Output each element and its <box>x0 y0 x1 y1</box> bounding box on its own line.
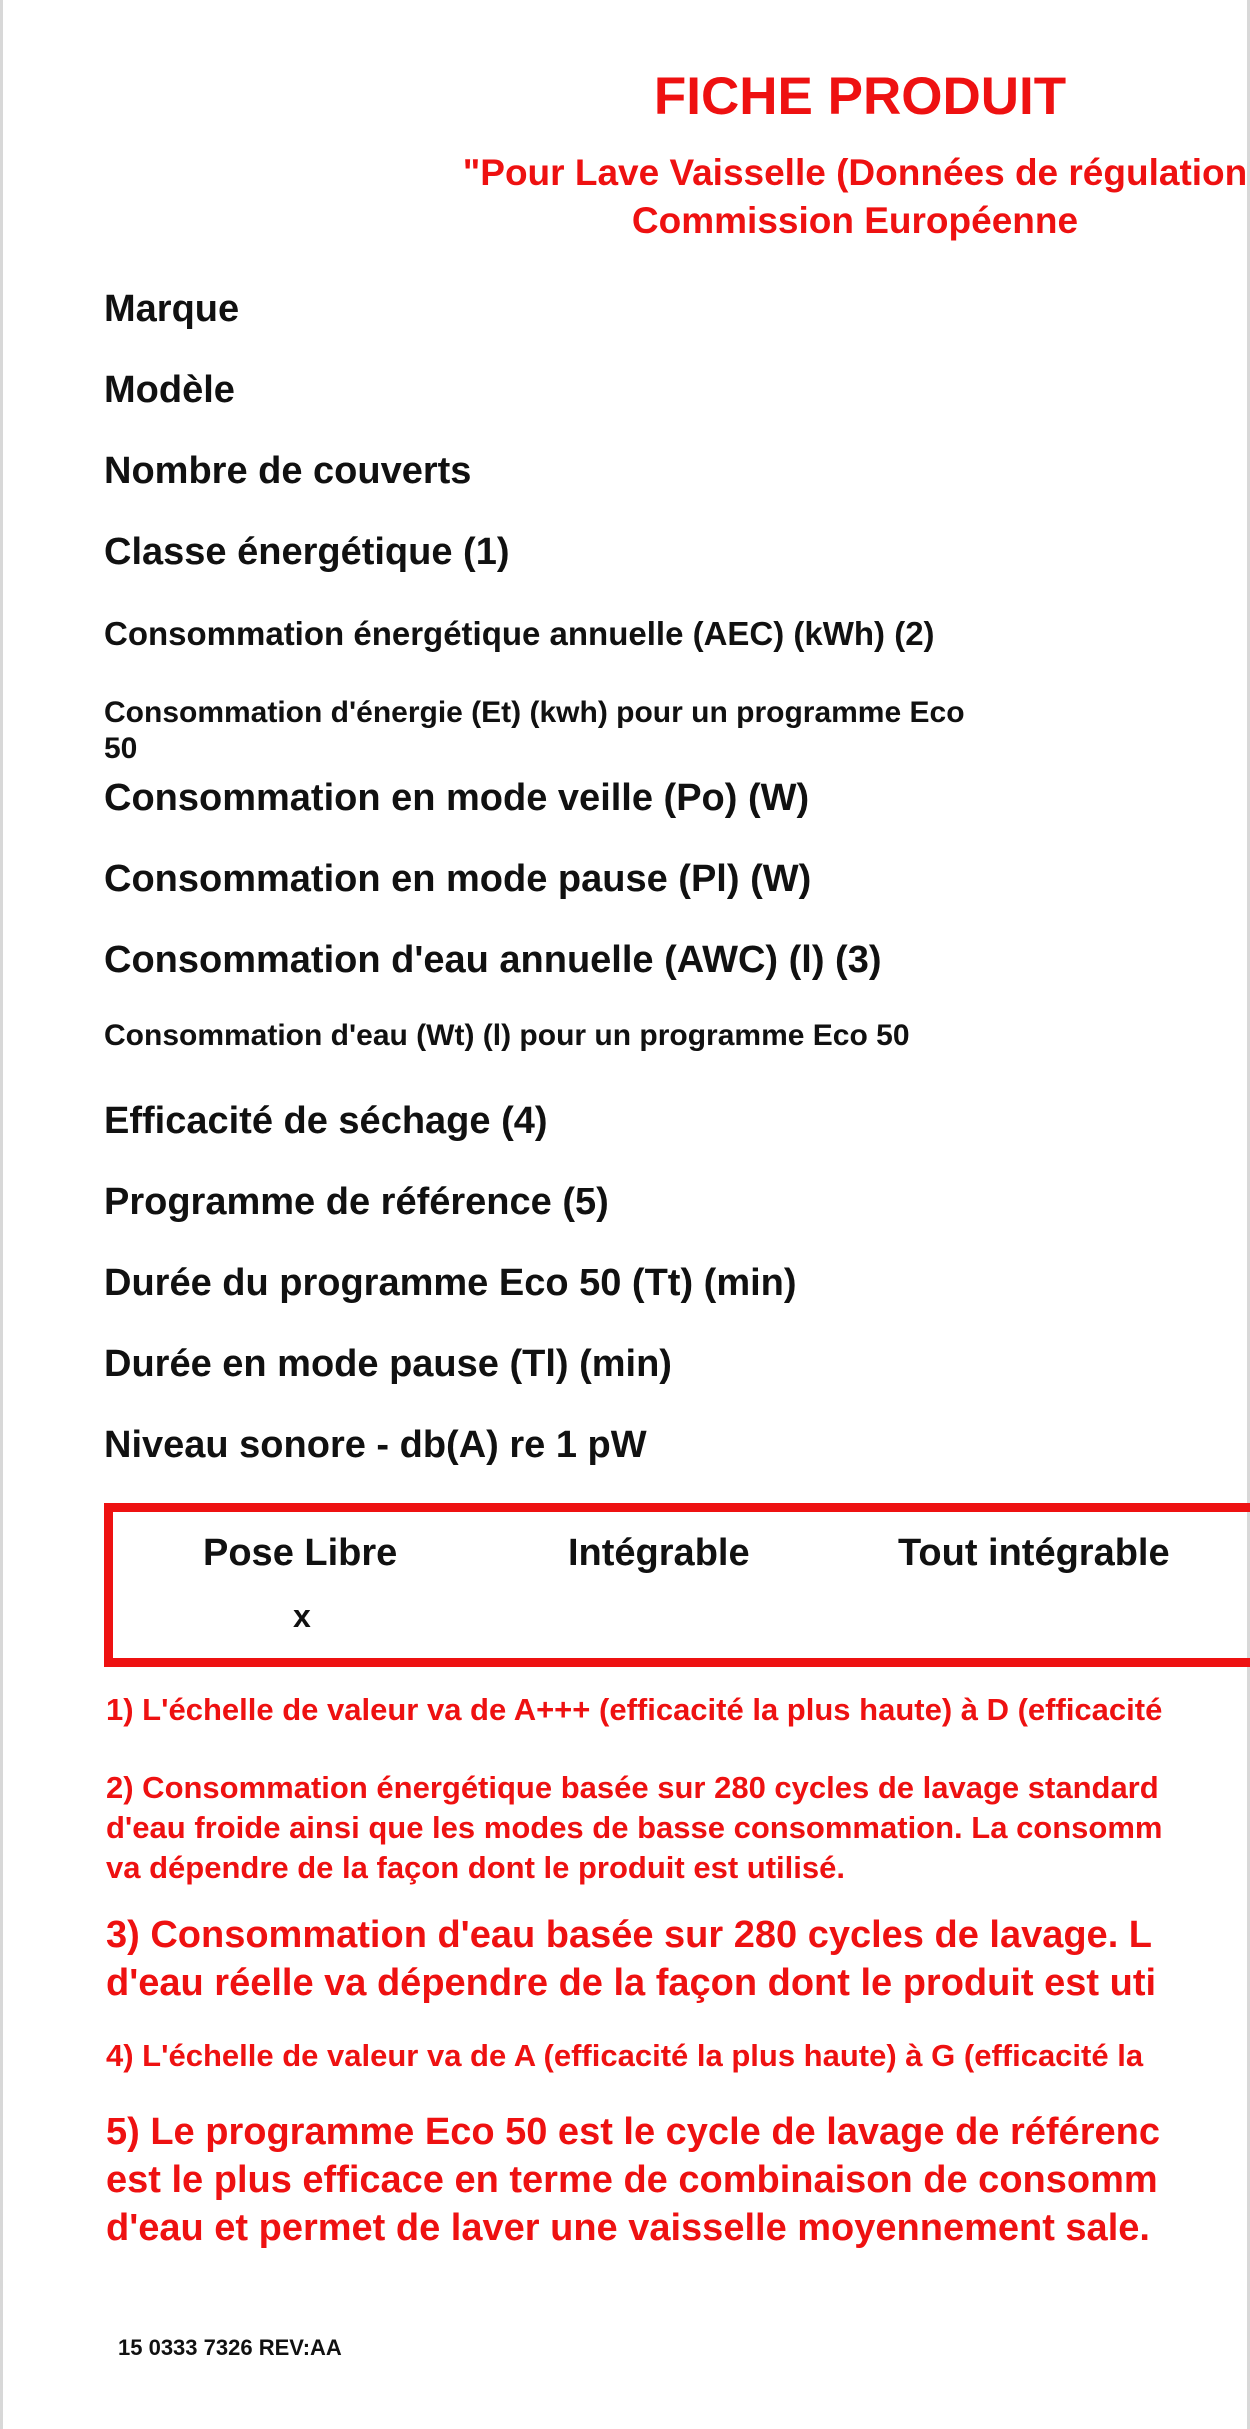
installation-option-integrable: Intégrable <box>568 1532 750 1574</box>
document-subtitle-line2: Commission Européenne <box>631 200 1079 241</box>
field-classe-energetique: Classe énergétique (1) <box>104 531 510 573</box>
field-consommation-energie-eco50-line1: Consommation d'énergie (Et) (kwh) pour un programme Eco <box>104 696 965 729</box>
field-mode-pause: Consommation en mode pause (Pl) (W) <box>104 858 812 900</box>
field-duree-pause: Durée en mode pause (Tl) (min) <box>104 1343 672 1385</box>
field-efficacite-sechage: Efficacité de séchage (4) <box>104 1100 548 1142</box>
note-5-line: d'eau et permet de laver une vaisselle moyennement sale. <box>106 2207 1150 2249</box>
field-eau-annuelle: Consommation d'eau annuelle (AWC) (l) (3) <box>104 939 882 981</box>
note-5-line: 5) Le programme Eco 50 est le cycle de lavage de référenc <box>106 2111 1160 2153</box>
note-1-line: 1) L'échelle de valeur va de A+++ (efficacité la plus haute) à D (efficacité <box>106 1692 1163 1727</box>
document-reference-code: 15 0333 7326 REV:AA <box>118 2335 342 2360</box>
note-2-line: va dépendre de la façon dont le produit est utilisé. <box>106 1850 845 1885</box>
field-duree-eco50: Durée du programme Eco 50 (Tt) (min) <box>104 1262 797 1304</box>
installation-option-tout-integrable: Tout intégrable <box>898 1532 1170 1574</box>
note-5 <box>106 2108 1160 2252</box>
document-title: FICHE PRODUIT <box>653 67 1067 126</box>
field-niveau-sonore: Niveau sonore - db(A) re 1 pW <box>104 1424 647 1466</box>
note-2 <box>106 1768 1162 1888</box>
installation-selected-mark: x <box>293 1598 311 1634</box>
note-2-line: d'eau froide ainsi que les modes de basse consommation. La consomm <box>106 1810 1163 1845</box>
installation-type-box <box>104 1503 1250 1667</box>
note-3 <box>106 1911 1156 2007</box>
field-nombre-couverts: Nombre de couverts <box>104 450 472 492</box>
field-consommation-energie-eco50-line2: 50 <box>104 732 138 765</box>
field-programme-reference: Programme de référence (5) <box>104 1181 609 1223</box>
page-left-edge <box>0 0 3 2429</box>
field-modele: Modèle <box>104 369 235 411</box>
note-3-line: d'eau réelle va dépendre de la façon dont le produit est uti <box>106 1962 1157 2004</box>
installation-option-pose-libre: Pose Libre <box>203 1532 398 1574</box>
document-subtitle-line1: "Pour Lave Vaisselle (Données de régulation <box>462 152 1248 193</box>
note-4-line: 4) L'échelle de valeur va de A (efficacité la plus haute) à G (efficacité la <box>106 2038 1144 2073</box>
field-consommation-annuelle: Consommation énergétique annuelle (AEC) (kWh) (2) <box>104 615 935 652</box>
note-3-line: 3) Consommation d'eau basée sur 280 cycles de lavage. L <box>106 1914 1153 1956</box>
field-mode-veille: Consommation en mode veille (Po) (W) <box>104 777 810 819</box>
field-eau-eco50: Consommation d'eau (Wt) (l) pour un programme Eco 50 <box>104 1019 910 1052</box>
note-5-line: est le plus efficace en terme de combinaison de consomm <box>106 2159 1158 2201</box>
note-1 <box>106 1690 1162 1730</box>
field-marque: Marque <box>104 288 240 330</box>
note-4 <box>106 2036 1143 2076</box>
note-2-line: 2) Consommation énergétique basée sur 280 cycles de lavage standard <box>106 1770 1159 1805</box>
